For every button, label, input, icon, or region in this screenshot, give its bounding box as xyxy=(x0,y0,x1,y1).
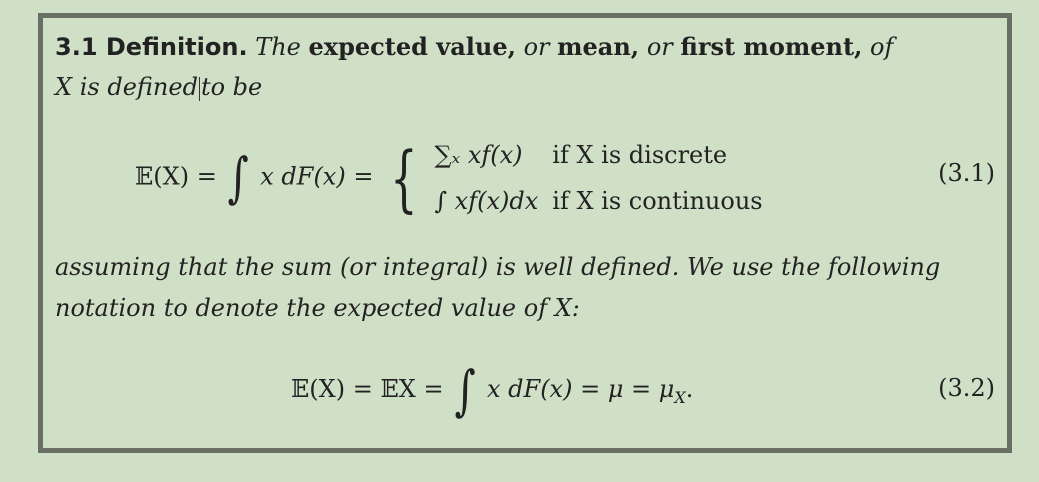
left-brace: { xyxy=(390,136,418,220)
definition-line-1: 3.1 Definition. The expected value, or mean, or first moment, of xyxy=(55,32,894,61)
term-mean: mean, xyxy=(557,32,640,61)
equation-3-2: 𝔼(X) = 𝔼X = ∫ x $dF(x) = \mu = \mu_X$. xyxy=(291,358,694,422)
equation-3-1: 𝔼(X) = ∫ x dF(x) = { ∑ₓ xf(x) if X is discrete ∫ xf(x)dx if X is continuous xyxy=(135,132,777,212)
definition-line-2: X is defined to be xyxy=(55,73,263,101)
definition-line-3: assuming that the sum (or integral) is well defined. We use the following xyxy=(55,253,941,281)
definition-box xyxy=(38,13,1012,453)
text-cursor xyxy=(199,77,200,101)
integral-sign: ∫ xyxy=(228,146,250,209)
integral-sign-2: ∫ xyxy=(454,358,476,422)
term-expected-value: expected value, xyxy=(308,32,516,61)
cases: ∑ₓ xf(x) if X is discrete ∫ xf(x)dx if X is continuous xyxy=(434,141,763,215)
definition-number: 3.1 Definition. xyxy=(55,33,248,61)
definition-line-4: notation to denote the expected value of X: xyxy=(55,294,580,322)
equation-number-3-1: (3.1) xyxy=(938,159,995,187)
term-first-moment: first moment, xyxy=(680,32,863,61)
equation-number-3-2: (3.2) xyxy=(938,374,995,402)
